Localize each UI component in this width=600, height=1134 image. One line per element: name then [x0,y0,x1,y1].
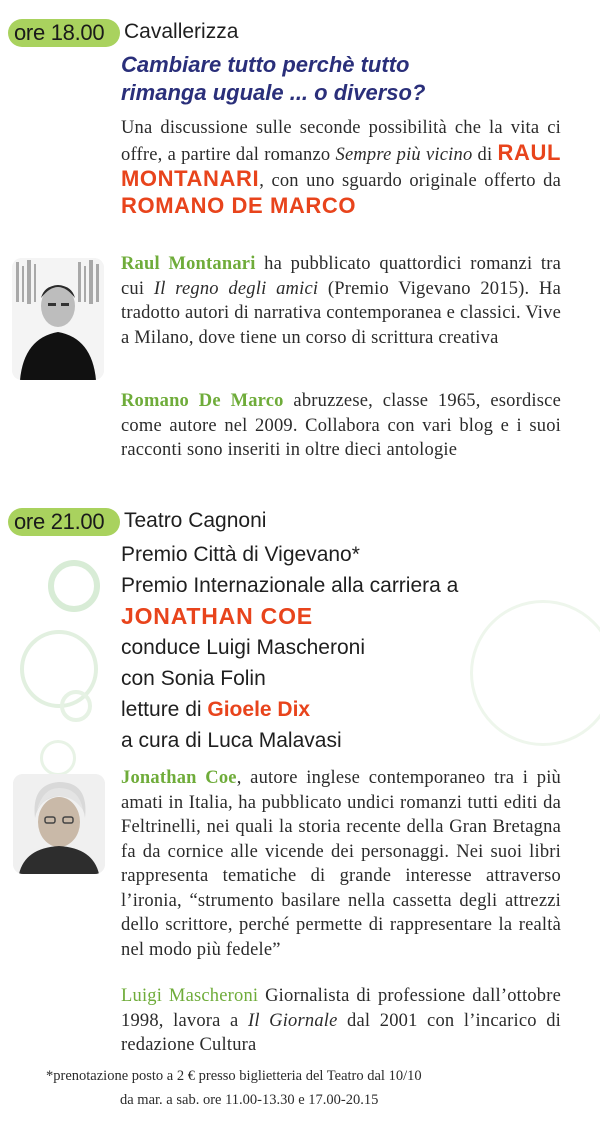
time-badge: ore 21.00 [8,508,120,536]
event-title-line: Cambiare tutto perchè tutto [121,52,410,77]
event-description [121,116,561,220]
author-bio [121,766,561,962]
bio-text: ha pubblicato quattordici romanzi tra cui [121,254,561,299]
honoree-name: JONATHAN COE [121,603,313,629]
bio-text: abruzzese, classe 1965, esordisce come autore nel 2009. Collabora con vari blog e i suoi racconti sono inseriti in oltre dieci antologie [121,391,561,460]
venue-label: Cavallerizza [124,20,239,43]
footnote [46,1064,576,1112]
author-photo [12,258,104,380]
program-name: Luigi Mascheroni [206,636,365,659]
program-name: Luca Malavasi [207,729,342,752]
description-text: di [472,144,498,165]
footnote-line: *prenotazione posto a 2 € presso biglietteria del Teatro dal 10/10 [46,1068,422,1084]
reader-name: Gioele Dix [207,698,311,721]
guest-bio [121,389,561,463]
program-line [121,632,591,663]
footnote-line: da mar. a sab. ore 11.00-13.30 e 17.00-20.15 [120,1092,379,1108]
award-line: Premio Città di Vigevano* [121,543,360,566]
program-label: conduce [121,636,207,659]
newspaper-title: Il Giornale [247,1010,338,1031]
venue-label: Teatro Cagnoni [124,509,267,532]
bio-text: Giornalista di professione dall’ottobre 1998, lavora a [121,986,561,1031]
author-photo [13,774,105,874]
bio-text: , autore inglese contemporaneo tra i più amati in Italia, ha pubblicato undici romanzi tutti editi da Feltrinelli, nei quali la storia recente della Gran Bretagna fa da cornice alle vicende dei personaggi. Nei suoi libri rappresenta tematiche di grande interesse attraverso l’ironia, “strumento basilare nella cassetta degli attrezzi dello scrittore, perché permette di rappresentare la realtà nel modo più fedele” [121,768,561,960]
book-title: Sempre più vicino [335,144,473,165]
author-bio [121,252,561,350]
program-label: con [121,667,161,690]
decor-circle [40,740,76,776]
bio-name: Romano De Marco [121,391,284,411]
program-line [121,663,591,694]
program-name: Sonia Folin [160,667,266,690]
program-label: a cura di [121,729,208,752]
description-text: Una discussione sulle seconde possibilità che la vita ci offre, a partire dal romanzo [121,118,561,165]
event-title [121,51,591,107]
program-line [121,725,591,756]
program-block [121,539,591,756]
bio-name: Raul Montanari [121,254,256,274]
program-label: letture di [121,698,208,721]
description-text: , con uno sguardo originale offerto da [259,171,561,191]
bio-name: Luigi Mascheroni [121,986,259,1006]
portrait-image [13,774,105,874]
award-line: Premio Internazionale alla carriera a [121,574,459,597]
decor-circle [60,690,92,722]
bio-text: dal 2001 con l’incarico di redazione Cultura [121,1010,562,1055]
program-line [121,694,591,725]
decor-circle [48,560,100,612]
portrait-image [12,258,104,380]
bio-name: Jonathan Coe [121,768,237,788]
decor-circle [20,630,98,708]
bio-text: (Premio Vigevano 2015). Ha tradotto autori di narrativa contemporanea e classici. Vive a Milano, dove tiene un corso di scrittura creativa [121,278,561,348]
author-name: RAUL MONTANARI [121,139,561,191]
host-bio [121,984,561,1058]
event-title-line: rimanga uguale ... o diverso? [121,80,426,105]
time-badge: ore 18.00 [8,19,120,47]
guest-name: ROMANO DE MARCO [121,192,357,218]
book-title: Il regno degli amici [153,278,319,299]
